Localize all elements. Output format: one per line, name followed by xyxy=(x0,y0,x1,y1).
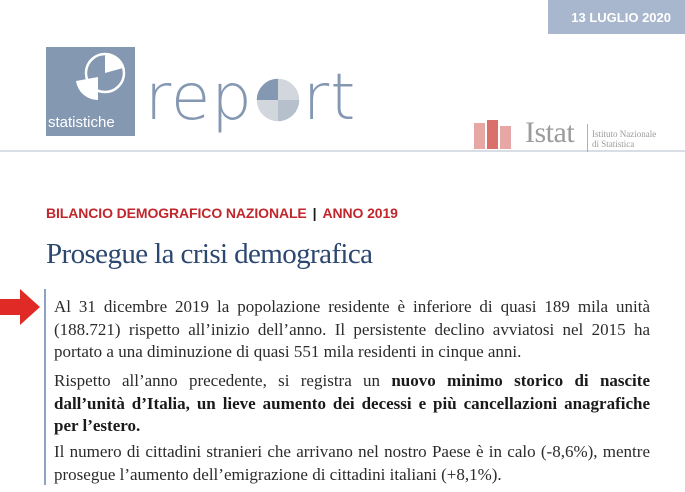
istat-divider xyxy=(587,124,588,152)
publication-date: 13 LUGLIO 2020 xyxy=(571,9,671,25)
pie-o-slot xyxy=(253,66,303,130)
summary-paragraph-3: Il numero di cittadini stranieri che arrivano nel nostro Paese è in calo (-8,6%), mentre prosegue l’aumento dell’emigrazione di cittadini italiani (+8,1%). xyxy=(54,442,650,484)
kicker-section: BILANCIO DEMOGRAFICO NAZIONALE xyxy=(46,205,307,221)
paragraph-2-highlight: nuovo minimo storico di nascite dall’unità d’Italia, un lieve aumento dei decessi e più cancellazioni anagrafiche per l’estero. xyxy=(54,371,650,435)
page-title: Prosegue la crisi demografica xyxy=(46,238,373,270)
istat-name: Istat xyxy=(525,116,575,149)
logo-label-statistiche: statistiche xyxy=(48,114,115,131)
kicker-separator: | xyxy=(312,205,317,221)
istat-subtitle-line2: di Statistica xyxy=(592,139,635,149)
istat-subtitle-line1: Istituto Nazionale xyxy=(592,129,657,139)
logo-word-start: rep xyxy=(145,61,253,135)
kicker-year: ANNO 2019 xyxy=(322,205,398,221)
summary-paragraph-2 xyxy=(54,370,650,438)
date-banner xyxy=(548,0,685,34)
summary-accent-bar xyxy=(44,289,46,485)
istat-subtitle xyxy=(592,129,672,149)
arrow-right-icon xyxy=(0,289,40,325)
header-divider xyxy=(0,150,685,152)
logo-word-end: rt xyxy=(302,61,357,135)
pie-o-icon xyxy=(253,75,303,125)
section-kicker xyxy=(46,205,398,221)
paragraph-2-text: Rispetto all’anno precedente, si registra un xyxy=(54,371,392,390)
summary-paragraph-1: Al 31 dicembre 2019 la popolazione residente è inferiore di quasi 189 mila unità (188.721) rispetto all’inizio dell’anno. Il persistente declino avviatosi nel 2015 ha portato a una diminuzione di quasi 551 mila residenti in cinque anni. xyxy=(54,297,650,361)
istat-logo-icon xyxy=(474,120,522,150)
logo-wordmark-report xyxy=(145,61,357,135)
